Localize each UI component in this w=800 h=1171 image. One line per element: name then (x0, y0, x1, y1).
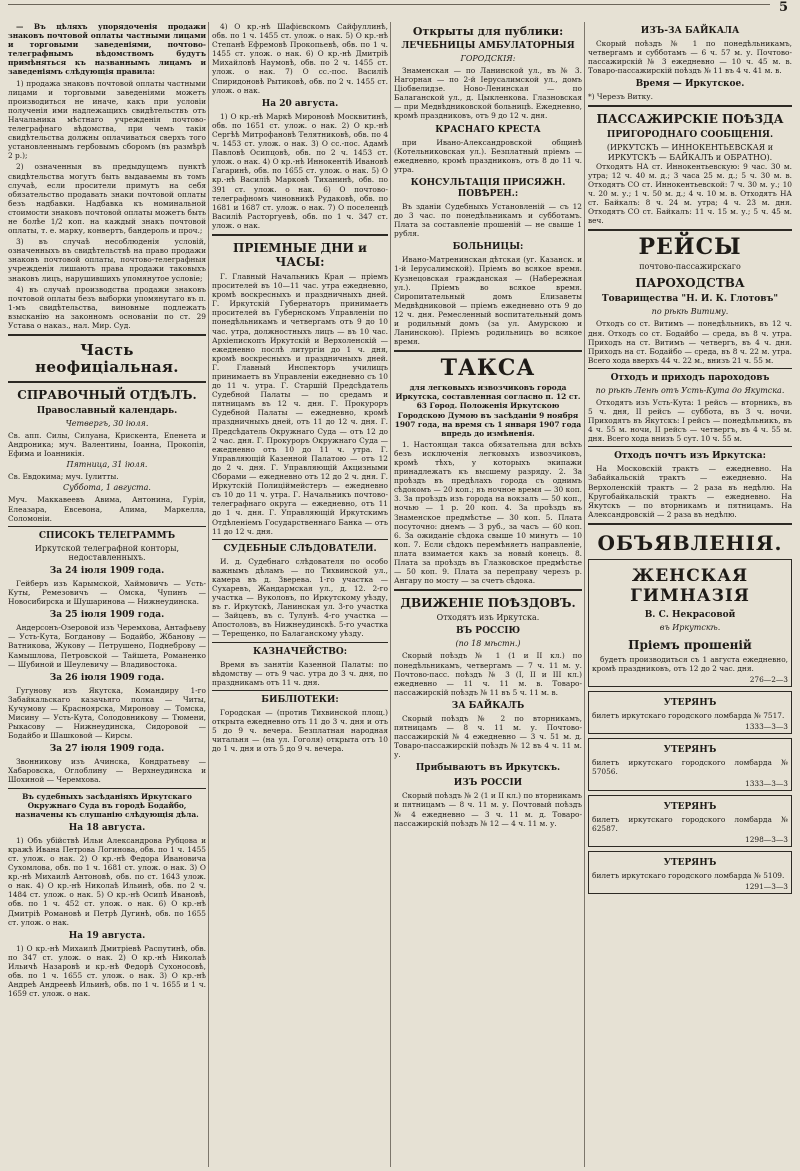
lost-text: билетъ иркутскаго городского ломбарда № 5109. (592, 870, 785, 880)
page-number: 5 (778, 0, 788, 15)
telegram-date: За 25 іюля 1909 года. (49, 610, 165, 621)
suburban-title: ПРИГОРОДНАГО СООБЩЕНІЯ. (606, 130, 774, 141)
red-cross-text: при Ивано-Александровской общинѣ (Котельниковская ул.). Безплатный пріемъ — ежедневно, кромѣ праздниковъ, отъ 8 до 11 ч. утра. (394, 137, 582, 174)
court-cases: 4) О кр.-нѣ Шафієвскомъ Сайфуллинѣ, обв. по 1 ч. 1455 ст. улож. о нак. 5) О кр.-нѣ Степанѣ Ефремовѣ Прокопьевѣ, обв. по 1 ч. 1455 ст. улож. о нак. 6) О кр.-нѣ Дмитріѣ Михайловѣ Наумовѣ, обв. по 2 ч. 1455 ст. улож. о нак. 7) О сс.-пос. Василіѣ Спиридоновѣ Рытиковѣ, обв. по 2 ч. 1455 ст. улож. о нак. (212, 22, 388, 95)
lost-text: билетъ иркутскаго городского ломбарда № 62587. (592, 814, 788, 833)
telegram-list: Андерсонъ-Озеровой изъ Черемхова, Антафьеву — Усть-Кута, Богданову — Бодайбо, Жбанову — Ватникова, Жукову — Петрушено, Поднеброву — Камышлова, Петровской — Тайшета, Романенко — Шубиной и Шеулевичу — Владивостока. (8, 623, 206, 669)
libraries-title: БИБЛІОТЕКИ: (261, 694, 339, 705)
mail-title: Отходъ почтъ изъ Иркутска: (614, 451, 766, 462)
consultation-title: КОНСУЛЬТАЦІЯ ПРИСЯЖН. ПОВѢРЕН.: (410, 177, 566, 199)
calendar-saints: Св. Евдокима; муч. Іулитты. (8, 472, 119, 482)
divider (588, 368, 792, 369)
suburban-schedule: Отходятъ НА ст. Иннокентьевскую: 9 час. 30 м. утра; 12 ч. 40 м. д.; 3 часа 25 м. д.; 5 ч. 30 м. в. Отходятъ СО ст. Иннокентьевской: 7 ч. 30 м. у.; 10 ч. 20 м. у.; 1 ч. 50 м. д.; 4 ч. 10 м. в. Отходятъ НА ст. Байкалъ: 8 ч. 24 м. утра; 4 ч. 23 м. дня. Отходятъ СО ст. Байкалъ: 11 ч. 15 м. у.; 5 ч. 45 м. веч. (588, 161, 792, 226)
time-note: Время — Иркутское. (635, 79, 745, 90)
reception-title: ПРІЕМНЫЕ ДНИ и ЧАСЫ: (233, 240, 367, 269)
telegram-date: За 24 іюля 1909 года. (49, 565, 165, 576)
hospitals-title: БОЛЬНИЦЫ: (452, 242, 524, 253)
gymnasium-city: въ Иркутскѣ. (659, 622, 721, 632)
telegram-date: За 27 іюля 1909 года. (49, 744, 165, 755)
trains-direction: ИЗЪ РОССІИ (453, 778, 523, 789)
divider (8, 526, 206, 527)
court-cases: 1) О кр.-нѣ Михаилѣ Дмитріевѣ Распутинѣ, обв. по 347 ст. улож. о нак. 2) О кр.-нѣ Николаѣ Ильичѣ Назаровѣ и кр.-нѣ Федорѣ Сухоносовѣ, обв. по 1 ч. 1655 ст. улож. о нак. 3) О кр.-нѣ Андреѣ Андреевѣ Ильинѣ, обв. по 1 ч. 1655 и 1 ч. 1659 ст. улож. о нак. (8, 943, 206, 999)
tax-intro: для легковыхъ извозчиковъ города Иркутска, составленная согласно п. 12 ст. 63 Город. Положенія Иркутскою Городскою Думою въ засѣданіи 9 ноября 1907 года, на время съ 1 января 1907 года впредь до измѣненія. (394, 383, 582, 438)
court-cases: 1) О кр.-нѣ Маркѣ Мироновѣ Москвитинѣ, обв. по 1651 ст. улож. о нак. 2) О кр.-нѣ Сергѣѣ Митрофановѣ Телятниковѣ, обв. по 4 ч. 1453 ст. улож. о нак. 3) О сс.-пос. Адамѣ Павловѣ Осипцовѣ, обв. по 2 ч. 1453 ст. улож. о нак. 4) О кр.-нѣ Иннокентіѣ Ивановѣ Гагаринѣ, обв. по 1655 ст. улож. о нак. 5) О кр.-нѣ Василіѣ Марковѣ Тиханинѣ, обв. по 391 ст. улож. о нак. 6) О почтово-телеграфномъ чиновникѣ Рудаковѣ, обв. по 1681 и 1687 ст. улож. о нак. 7) О поселенцѣ Василіѣ Растоpгуевѣ, обв. по 1 ч. 347 ст. улож. о нак. (212, 111, 388, 230)
gymnasium-ad (588, 559, 792, 687)
divider (8, 381, 206, 383)
column-divider (390, 22, 391, 1167)
ad-code: 1333—3—3 (745, 722, 788, 732)
gymnasium-reception: Пріемъ прошеній (628, 637, 752, 652)
lost-ad (588, 691, 792, 734)
calendar-day: Четвергъ, 30 іюля. (65, 419, 149, 429)
court-date: На 18 августа. (68, 822, 146, 833)
clinics-title: ЛЕЧЕБНИЦЫ АМБУЛАТОРНЫЯ (401, 41, 575, 51)
lost-ad (588, 738, 792, 790)
trips-title: РЕЙСЫ (638, 234, 742, 261)
trains-schedule: Скорый поѣздъ № 2 по вторникамъ, пятницамъ — 8 ч. 11 м. у. Почтово-пассажирскій № 4 ежедневно — 3 ч. 51 м. д. Товаро-пассажирскій поѣздъ № 12 въ 4 ч. 11 м. у. (394, 713, 582, 760)
court-title: Въ судебныхъ засѣданіяхъ Иркутскаго Окружнаго Суда въ городѣ Бодайбо, назначены къ слушанію слѣдующія дѣла. (15, 791, 199, 819)
column-1 (8, 22, 206, 1167)
ad-code: 1291—3—3 (745, 882, 788, 892)
top-rule (8, 4, 770, 5)
passenger-trains-title: ПАССАЖИРСКІЕ ПОѢЗДА (596, 112, 784, 127)
vitim-note: *) Черезъ Витку. (588, 92, 653, 102)
column-divider (208, 22, 209, 1167)
lena-subtitle: по рѣкѣ Ленѣ отъ Усть-Кута до Якутска. (595, 385, 785, 395)
telegram-list: Звонникову изъ Ачинска, Кондратьеву — Хабаровска, Оглоблину — Верхнеудинска и Шохиной — Черемхова. (8, 757, 206, 785)
trains-subtitle: Отходятъ изъ Иркутска. (436, 613, 540, 623)
court-date: На 19 августа. (68, 930, 146, 941)
section-title-unofficial: Часть неофиціальная. (35, 341, 179, 377)
divider (394, 350, 582, 352)
trains-direction: ВЪ РОССІЮ (455, 626, 521, 637)
ads-title: ОБЪЯВЛЕНІЯ. (597, 530, 783, 555)
libraries-hours: Городская — (против Тихвинской площ.) открыта ежедневно отъ 11 до 3 ч. дня и отъ 5 до 9 ч. вечера. Безплатная народная читальня — (на ул. Гоголя) открыта отъ 10 до 1 ч. дня и отъ 5 до 9 ч. вечера. (212, 707, 388, 754)
telegram-list: Гейберъ изъ Карымской, Хаймовичъ — Усть-Куты, Ремезовичъ — Омска, Чупинъ — Новосибирска и Шушаринова — Нижнеудинска. (8, 578, 206, 607)
calendar-day: Суббота, 1 августа. (63, 483, 151, 493)
treasury-title: КАЗНАЧЕЙСТВО: (252, 646, 348, 657)
calendar-saints: Муч. Маккавеевъ Авима, Антонина, Гурія, Елеазара, Евсевона, Алима, Маркелла, Соломоніи. (8, 495, 206, 523)
lena-title: Отходъ и приходъ пароходовъ (610, 372, 770, 383)
arrivals-title: Прибываютъ въ Иркутскъ. (415, 763, 561, 774)
divider (212, 690, 388, 691)
suburban-route: (ИРКУТСКЪ — ИННОКЕНТЬЕВСКАЯ и ИРКУТСКЪ — БАЙКАЛЪ и ОБРАТНО). (606, 143, 774, 162)
postal-rule: 2) означенныя въ предыдущемъ пунктѣ свидѣтельства могутъ быть выдаваемы въ томъ случаѣ, если просители примутъ на себя обязательство продавать знаки почтовой оплаты безъ надбавки. Надбавка къ номинальной стоимости знаковъ почтовой оплаты можетъ быть не болѣе 1/2 коп. на каждый знакъ почтовой оплаты, т. е. марку, конвертъ, бандероль и проч.; (8, 162, 206, 236)
arrivals-schedule: Скорый поѣздъ № 2 (1 и II кл.) по вторникамъ и пятницамъ — 8 ч. 11 м. у. Почтовый поѣздъ № 4 ежедневно — 3 ч. 11 м. д. Товаро-пассажирскій поѣздъ № 12 — 4 ч. 11 м. у. (394, 791, 582, 828)
company-name: Товарищества "Н. И. К. Глотовъ" (601, 294, 779, 305)
divider (394, 589, 582, 591)
column-4 (588, 22, 792, 1167)
investigators-title: СУДЕБНЫЕ СЛѢДОВАТЕЛИ. (223, 543, 377, 554)
divider (8, 788, 206, 789)
trains-direction: ИЗЪ-ЗА БАЙКАЛА (640, 26, 740, 36)
shipping-title: ПАРОХОДСТВА (635, 276, 745, 291)
divider (588, 229, 792, 231)
postal-rule: 4) въ случаѣ производства продажи знаковъ почтовой оплаты безъ выборки упомянутаго въ п. 1-мъ свидѣтельства, виновные подлежатъ взысканію на законномъ основаніи по ст. 29 Устава о наказ., нал. Мир. Суд. (8, 284, 206, 330)
clinics-list: Знаменская — по Ланинской ул., въ № 3. Нагорная — по 2-й Іерусалимской ул., домъ Ціобвелидзе. Ново-Ленинская — по Балаганской ул., д. Цыкленкова. Глазновская — при Медвѣдниковской больницѣ. Ежедневно, кромѣ праздниковъ, отъ 9 до 12 ч. дня. (394, 66, 582, 121)
lost-ad (588, 795, 792, 847)
investigators-list: И. д. Судебнаго слѣдователя по особо важнымъ дѣламъ — по Тихвинской ул., камера въ д. Зверева. 1-го участка — Сухаревъ, Жандармская ул., д. 12. 2-го участка — Вуколовъ, по Иркутскому уѣзду, въ г. Иркутскѣ, Ланинская ул. 3-го участка — Зайцевъ, въ с. Тулунѣ. 4-го участка — Апостоловъ, въ Нижнеудинскѣ. 5-го участка — Терещенко, по Балаганскому уѣзду. (212, 556, 388, 639)
telegrams-subtitle: Иркутской телеграфной конторы, недоставленныхъ. (34, 543, 180, 562)
lost-label: УТЕРЯНЪ (663, 801, 717, 812)
postal-rule: 3) въ случаѣ несоблюденія условій, означенныхъ въ свидѣтельствѣ на право продажи знаковъ почтовой оплаты, почтово-телеграфныя учрежденія лишаютъ права продажи таковыхъ знаковъ лицъ, нарушившихъ упомянутое условіе; (8, 237, 206, 283)
hospitals-list: Ивано-Матренинская дѣтская (уг. Казанск. и 1-й Іерусалимской). Пріемъ во всякое время. Кузнецовская гражданская — (Набережная ул.). Пріемъ во всякое время. Сиропитательный домъ Елизаветы Медвѣдниковой — пріемъ ежедневно отъ 9 до 12 ч. дня. Ремесленный воспитательный домъ и родильный домъ (за ул. Амурскою и Ланинскою). Пріемъ родильницъ во всякое время. (394, 255, 582, 347)
clinics-subtitle: ГОРОДСКІЯ: (460, 54, 516, 63)
divider (588, 523, 792, 525)
trains-schedule: Скорый поѣздъ № 1 (1 и II кл.) по понедѣльникамъ, четвергамъ — 7 ч. 11 м. у. Почтово-пасс. поѣздъ № 3 (I, II и III кл.) ежедневно — 11 ч. 11 м. в. Товаро-пассажирскій поѣздъ № 11 въ 5 ч. 11 м. в. (394, 651, 582, 697)
ad-code: 276—2—3 (749, 675, 788, 685)
divider (8, 334, 206, 336)
calendar-title: Православный календарь. (36, 406, 178, 417)
postal-rules-intro: — Въ цѣляхъ упорядоченія продажи знаковъ почтовой оплаты частными лицами и торговыми заведеніями, почтово-телеграфнымъ вѣдомствомъ будутъ примѣняться къ названнымъ лицамъ и заведеніямъ слѣдующія правила: (8, 22, 206, 77)
vitim-schedule: Отходъ со ст. Витимъ — понедѣльникъ, въ 12 ч. дня. Отходъ со ст. Бодайбо — среда, въ 8 ч. утра. Приходъ на ст. Витимъ — четвергъ, въ 4 ч. дня. Приходъ на ст. Бодайбо — среда, въ 8 ч. 22 м. утра. Всего хода вверхъ 44 ч. 22 м., внизъ 21 ч. 55 м. (588, 319, 792, 365)
ad-code: 1298—3—3 (745, 834, 788, 844)
open-title: Открыты для публики: (412, 25, 564, 38)
lost-label: УТЕРЯНЪ (663, 857, 717, 868)
consultation-text: Въ зданіи Судебныхъ Установленій — съ 12 до 3 час. по понедѣльникамъ и субботамъ. Плата за составленіе прошеній — не свыше 1 рубля. (394, 201, 582, 239)
postal-rule: 1) продажа знаковъ почтовой оплаты частными лицами и торговыми заведеніями можетъ производиться не иначе, какъ при условіи полученія ими надлежащихъ свидѣтельствъ отъ Начальника мѣстнаго учрежденія почтово-телеграфнаго вѣдомства, при чемъ такія свидѣтельства должны оплачиваться сверхъ того установленнымъ гербовымъ сборомъ (въ размѣрѣ 2 р.); (8, 78, 206, 161)
telegram-date: За 26 іюля 1909 года. (49, 672, 165, 683)
column-2 (212, 22, 388, 1167)
divider (588, 446, 792, 447)
column-3 (394, 22, 582, 1167)
divider (212, 642, 388, 643)
lost-text: билетъ иркутскаго городского ломбарда № 57056. (592, 758, 788, 777)
trains-title: ДВИЖЕНІЕ ПОѢЗДОВЪ. (400, 596, 576, 611)
trains-direction: ЗА БАЙКАЛЪ (451, 700, 525, 711)
divider (212, 234, 388, 236)
lena-schedule: Отходятъ изъ Усть-Кута: 1 рейсъ — вторникъ, въ 5 ч. дня, II рейсъ — суббота, въ 3 ч. ночи. Приходятъ въ Якутскъ: I рейсъ — понедѣльникъ, въ 4 ч. 55 м. ночи, II рейсъ — четвергъ, въ 4 ч. 55 м. дня. Всего хода внизъ 5 сут. 10 ч. 55 м. (588, 397, 792, 444)
river-name: по рѣкѣ Витиму. (651, 307, 729, 317)
trains-timezone: (по 18 мѣстн.) (455, 639, 521, 649)
tax-title: ТАКСА (440, 355, 536, 382)
divider (588, 105, 792, 107)
lost-label: УТЕРЯНЪ (663, 745, 717, 756)
gymnasium-title: ЖЕНСКАЯ ГИМНАЗІЯ (630, 565, 750, 606)
lost-label: УТЕРЯНЪ (663, 698, 717, 709)
treasury-hours: Время въ занятіи Казенной Палаты: по вѣдомству — отъ 9 час. утра до 3 ч. дня, по праздникамъ отъ 11 ч. дня. (212, 659, 388, 687)
telegram-list: Гугунову изъ Якутска, Командиру 1-го Забайкальскаго казачьяго полка — Читы, Кучумову — Красноярска, Миронову — Томска, Мисину — Усть-Кута, Солодовникову — Тюмени, Рыкасову — Нижнеудинска, Сидоровой — Бодайбо и Шашковой — Кирсы. (8, 685, 206, 741)
reception-hours: Г. Главный Начальникъ Края — пріемъ просителей въ 10—11 час. утра ежедневно, кромѣ воскресныхъ и праздничныхъ дней. Г. Иркутскій Губернаторъ принимаетъ просителей въ Губернскомъ Управленіи по понедѣльникамъ и четвергамъ отъ 9 до 10 час. утра, должностныхъ лицъ — въ 10 час. Архіепископъ Иркутскій и Верхоленскій — ежедневно послѣ литургіи до 1 ч. дня, кромѣ воскресныхъ и праздничныхъ дней. Г. Главный Инспекторъ училищъ принимаетъ въ Управленіи ежедневно съ 10 до 11 ч. утра. Г. Старшій Предсѣдатель Судебной Палаты — по средамъ и пятницамъ въ 12 ч. дня. Г. Прокуроръ Судебной Палаты — ежедневно, кромѣ праздничныхъ дней, отъ 11 до 12 ч. дня. Г. Предсѣдатель Окружнаго Суда — отъ 12 до 2 час. дня. Г. Прокуроръ Окружнаго Суда — ежедневно отъ 10 до 11 ч. утра. Г. Управляющій Казенной Палатою — отъ 12 до 2 ч. дня. Г. Управляющій Акцизными Сборами — ежедневно отъ 12 до 2 ч. дня. Г. Иркутскій Полиціймейстеръ — ежедневно съ 10 до 11 ч. утра. Г. Начальникъ почтово-телеграфнаго округа — ежедневно, отъ 11 до 1 ч. дня. Г. Управляющій Иркутскимъ Отдѣленіемъ Государственнаго Банка — отъ 11 до 12 ч. дня. (212, 271, 388, 536)
calendar-saints: Св. апп. Силы, Силуана, Крискента, Епенета и Андроника; муч. Валентины, Іоанна, Прокопія, Ефима и Іоанникія. (8, 431, 206, 459)
column-divider (584, 22, 585, 1167)
telegrams-title: СПИСОКЪ ТЕЛЕГРАММЪ (38, 530, 176, 541)
court-cases: 1) Объ убійствѣ Ильи Александрова Рубцова и кражѣ Ивана Петрова Логинова, обв. по 1 ч. 1455 ст. улож. о нак. 2) О кр.-нѣ Федора Ивановича Сухомлова, обв. по 1 ч. 1681 ст. улож. о нак. 3) О кр.-нѣ Михаилѣ Антоновѣ, обв. по ст. 1643 улож. о нак. 4) О кр.-нѣ Николаѣ Ильинѣ, обв. по 2 ч. 1484 ст. улож. о нак. 5) О кр.-нѣ Осипѣ Ивановѣ, обв. по 1 ч. 452 ст. улож. о нак. 6) О кр.-нѣ Дмитріѣ Романовѣ и Петрѣ Дугинѣ, обв. по 1655 ст. улож. о нак. (8, 835, 206, 927)
info-section-title: СПРАВОЧНЫЙ ОТДѢЛЪ. (17, 388, 197, 403)
gymnasium-owner: В. С. Некрасовой (644, 609, 736, 620)
trips-subtitle: почтово-пассажирскаго (639, 262, 741, 272)
court-date: На 20 августа. (261, 98, 339, 109)
lost-text: билетъ иркутскаго городского ломбарда № 7517. (592, 711, 785, 721)
tax-rules: 1. Настоящая такса обязательна для всѣхъ безъ исключенія легковыхъ извозчиковъ, кромѣ тѣхъ, у которыхъ экипажи принадлежатъ къ высшему разряду. 2. За проѣздъ въ предѣлахъ города съ однимъ сѣдокомъ — 20 коп.; въ ночное время — 30 коп. 3. За проѣздъ изъ города на вокзалъ — 50 коп., ночью — 1 р. 20 коп. 4. За проѣздъ въ Знаменское предмѣстье — 30 коп. 5. Плата посуточно: днемъ — 3 руб., за часъ — 60 коп. 6. За ожиданіе сѣдока свыше 10 минутъ — 10 коп. 7. Если сѣдокъ перемѣняетъ направленіе, плата взимается какъ за новый конецъ. 8. Плата за проѣздъ въ Глазковское предмѣстье — 50 коп. 9. Плата за переправу черезъ р. Ангару по мосту — за счетъ сѣдока. (394, 439, 582, 586)
arrivals-schedule: Скорый поѣздъ № 1 по понедѣльникамъ, четвергамъ и субботамъ — 6 ч. 57 м. у. Почтово-пассажирскій № 3 ежедневно — 10 ч. 45 м. в. Товаро-пассажирскій поѣздъ № 11 въ 4 ч. 41 м. в. (588, 39, 792, 76)
divider (212, 539, 388, 540)
red-cross-title: КРАСНАГО КРЕСТА (435, 124, 541, 135)
lost-ad (588, 851, 792, 894)
mail-schedule: На Московскій трактъ — ежедневно. На Забайкальскій трактъ — ежедневно. На Верхоленскій трактъ — 2 раза въ недѣлю. На Кругобайкальскій трактъ — ежедневно. На Якутскъ — по вторникамъ и пятницамъ. На Александровскій — 2 раза въ недѣлю. (588, 464, 792, 519)
gymnasium-text: будетъ производиться съ 1 августа ежедневно, кромѣ праздниковъ, отъ 12 до 2 час. дня. (592, 654, 788, 673)
ad-code: 1333—3—3 (745, 778, 788, 788)
calendar-day: Пятница, 31 іюля. (66, 460, 148, 470)
